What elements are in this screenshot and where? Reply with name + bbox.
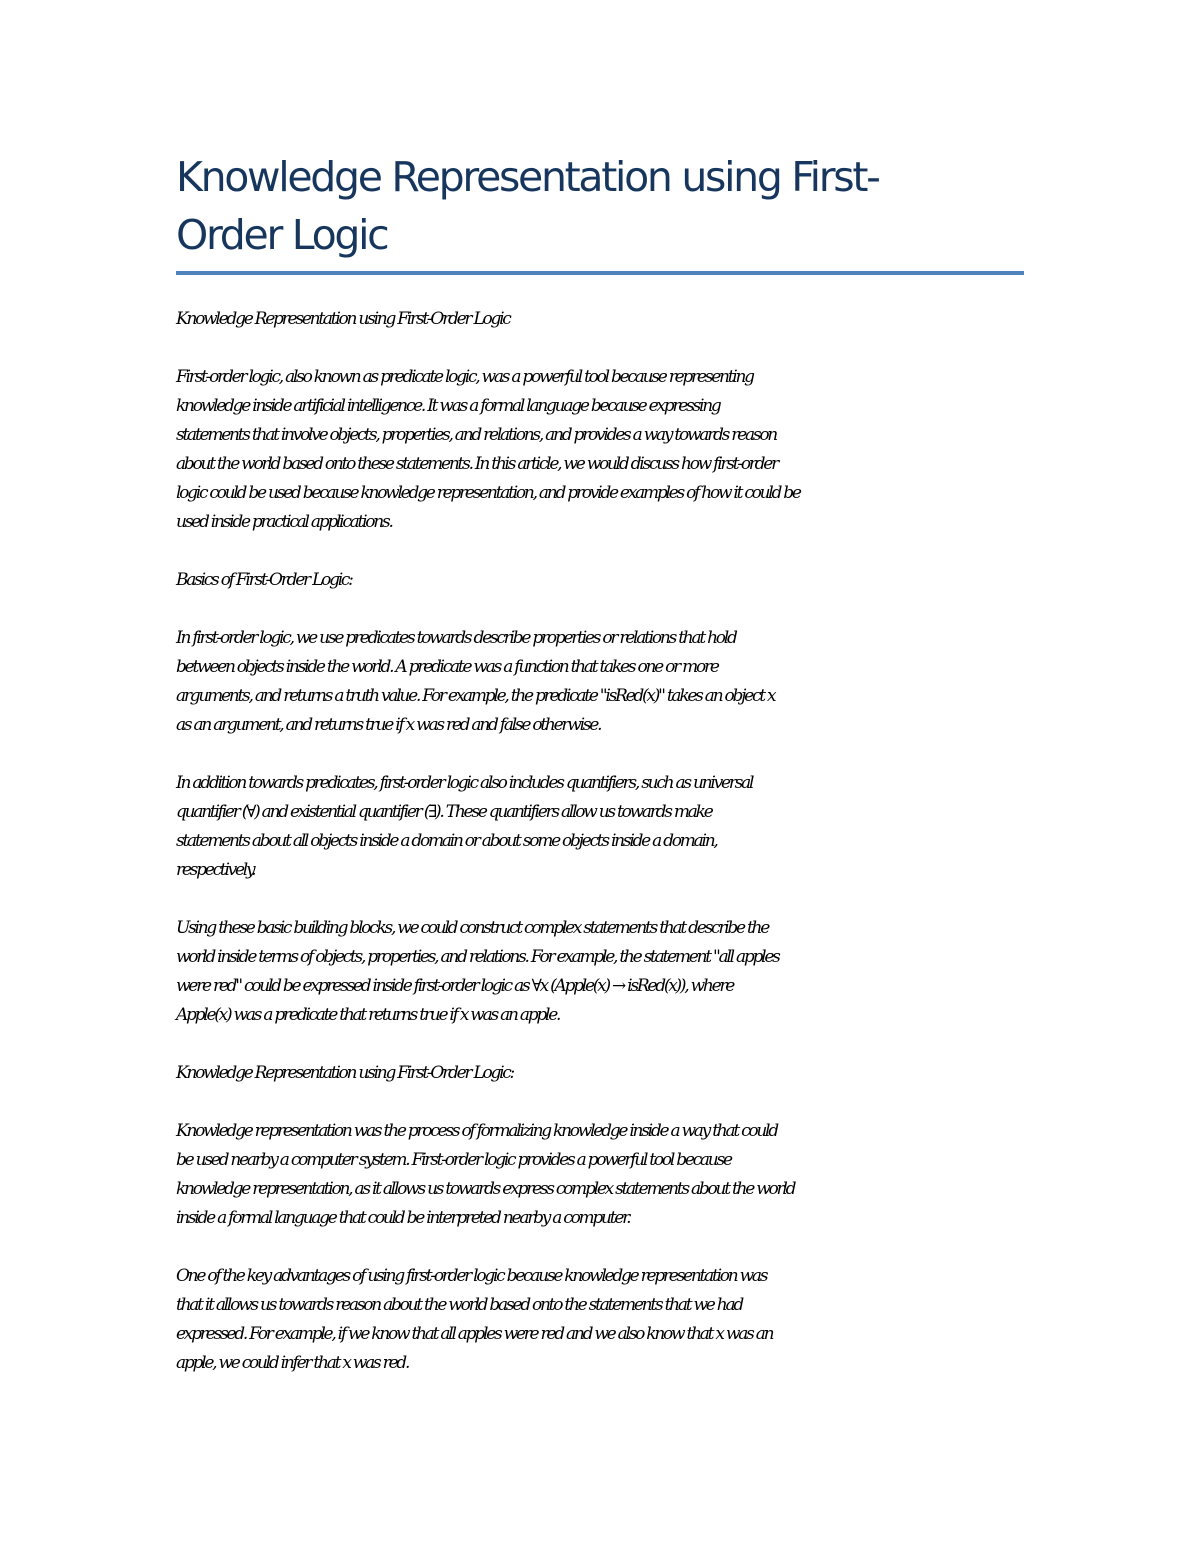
paragraph-line: respectively.: [176, 860, 255, 880]
paragraph: [176, 624, 1036, 740]
paragraph-line: inside a formal language that could be interpreted nearby a computer.: [176, 1208, 630, 1228]
paragraph-line: Using these basic building blocks, we could construct complex statements that describe the: [176, 918, 769, 938]
paragraph-line: One of the key advantages of using first-order logic because knowledge representation was: [176, 1266, 767, 1286]
paragraph-line: Knowledge representation was the process of formalizing knowledge inside a way that could: [176, 1121, 777, 1141]
paragraph-line: were red" could be expressed inside first-order logic as ∀x (Apple(x) → isRed(x)), where: [176, 976, 734, 996]
paragraph: [176, 1262, 1036, 1378]
paragraph: [176, 1059, 1036, 1088]
paragraph-line: between objects inside the world. A predicate was a function that takes one or more: [176, 657, 718, 677]
paragraph: [176, 1117, 1036, 1233]
paragraph-line: logic could be used because knowledge representation, and provide examples of how it could be: [176, 483, 800, 503]
paragraph: [176, 914, 1036, 1030]
paragraph-line: In addition towards predicates, first-order logic also includes quantifiers, such as universal: [176, 773, 753, 793]
paragraph-line: Knowledge Representation using First-Order Logic: [176, 309, 510, 329]
paragraph: [176, 769, 1036, 885]
paragraph: [176, 363, 1036, 537]
paragraph: [176, 566, 1036, 595]
document-body: [176, 305, 1036, 1407]
page-title: [176, 148, 1036, 264]
paragraph-line: used inside practical applications.: [176, 512, 392, 532]
paragraph-line: arguments, and returns a truth value. For example, the predicate "isRed(x)" takes an object x: [176, 686, 775, 706]
paragraph-line: In first-order logic, we use predicates towards describe properties or relations that hold: [176, 628, 736, 648]
paragraph-line: quantifier (∀) and existential quantifier (∃). These quantifiers allow us towards make: [176, 802, 712, 822]
paragraph-line: Knowledge Representation using First-Order Logic:: [176, 1063, 514, 1083]
paragraph-line: be used nearby a computer system. First-order logic provides a powerful tool because: [176, 1150, 731, 1170]
paragraph: [176, 305, 1036, 334]
paragraph-line: expressed. For example, if we know that all apples were red and we also know that x was an: [176, 1324, 773, 1344]
paragraph-line: knowledge inside artificial intelligence. It was a formal language because expressing: [176, 396, 720, 416]
paragraph-line: world inside terms of objects, properties, and relations. For example, the statement "all apples: [176, 947, 779, 967]
title-line: Knowledge Representation using First-: [176, 153, 879, 201]
paragraph-line: about the world based onto these statements. In this article, we would discuss how first-order: [176, 454, 777, 474]
paragraph-line: statements about all objects inside a domain or about some objects inside a domain,: [176, 831, 717, 851]
title-underline: [176, 271, 1024, 275]
paragraph-line: that it allows us towards reason about the world based onto the statements that we had: [176, 1295, 742, 1315]
paragraph-line: statements that involve objects, properties, and relations, and provides a way towards reason: [176, 425, 777, 445]
paragraph-line: First-order logic, also known as predicate logic, was a powerful tool because representing: [176, 367, 753, 387]
paragraph-line: Apple(x) was a predicate that returns true if x was an apple.: [176, 1005, 560, 1025]
title-line: Order Logic: [176, 211, 388, 259]
paragraph-line: knowledge representation, as it allows us towards express complex statements about the world: [176, 1179, 795, 1199]
paragraph-line: as an argument, and returns true if x was red and false otherwise.: [176, 715, 601, 735]
paragraph-line: apple, we could infer that x was red.: [176, 1353, 409, 1373]
paragraph-line: Basics of First-Order Logic:: [176, 570, 352, 590]
